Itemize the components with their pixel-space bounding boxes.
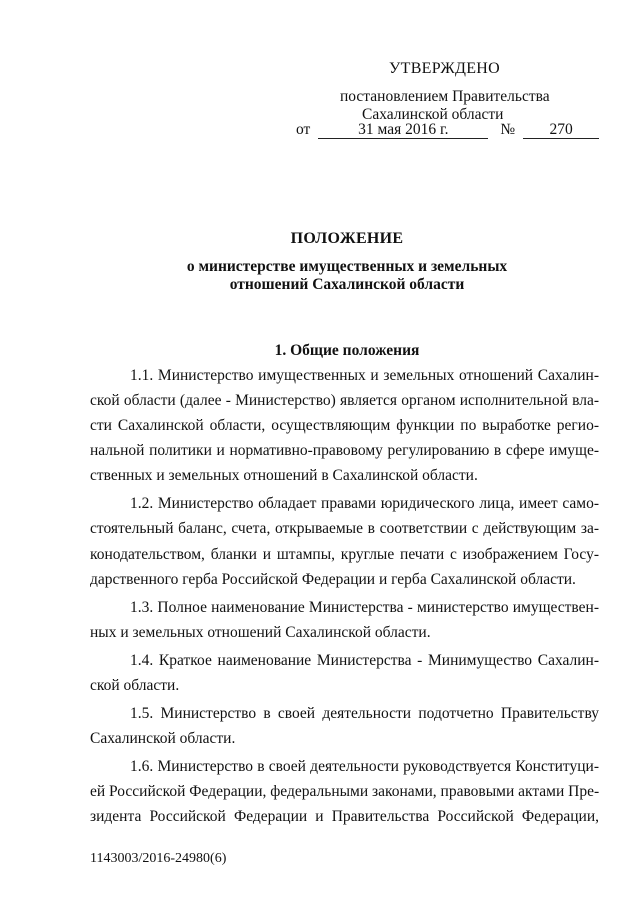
- approval-line-1: постановлением Правительства: [340, 88, 550, 105]
- paragraph-line: ской области (далее - Министерство) является органом исполнительной вла-: [90, 392, 599, 409]
- document-code: 1143003/2016-24980(6): [90, 851, 227, 866]
- paragraph-line: ных и земельных отношений Сахалинской области.: [90, 624, 431, 641]
- paragraph-line: 1.2. Министерство обладает правами юридического лица, имеет само-: [130, 495, 599, 512]
- approval-line-2: Сахалинской области: [362, 106, 504, 123]
- paragraph-line: ей Российской Федерации, федеральными законами, правовыми актами Пре-: [90, 783, 600, 800]
- paragraph-line: Сахалинской области.: [90, 730, 236, 747]
- paragraph-line: 1.5. Министерство в своей деятельности подотчетно Правительству: [130, 705, 599, 722]
- paragraph-line: ской области.: [90, 677, 180, 694]
- paragraph-line: стоятельный баланс, счета, открываемые в соответствии с действующим за-: [90, 520, 599, 537]
- document-subtitle-line-1: о министерстве имущественных и земельных: [186, 258, 508, 275]
- approval-date-row: [296, 121, 599, 139]
- approval-heading: УТВЕРЖДЕНО: [389, 60, 501, 77]
- paragraph-line: ственных и земельных отношений в Сахалинской области.: [90, 467, 478, 484]
- approval-date: 31 мая 2016 г.: [318, 121, 488, 139]
- paragraph-line: конодательством, бланки и штампы, круглые печати с изображением Госу-: [90, 546, 599, 563]
- section-title: 1. Общие положения: [274, 342, 420, 359]
- paragraph-line: 1.4. Краткое наименование Министерства - Минимущество Сахалин-: [130, 652, 599, 669]
- paragraph-line: 1.3. Полное наименование Министерства - министерство имуществен-: [130, 599, 599, 616]
- paragraph-line: зидента Российской Федерации и Правительства Российской Федерации,: [90, 808, 599, 825]
- document-subtitle-line-2: отношений Сахалинской области: [229, 276, 465, 293]
- number-sign: №: [500, 121, 516, 138]
- paragraph-line: 1.1. Министерство имущественных и земельных отношений Сахалин-: [130, 367, 599, 384]
- document-title: ПОЛОЖЕНИЕ: [290, 230, 404, 247]
- paragraph-line: 1.6. Министерство в своей деятельности руководствуется Конституци-: [130, 758, 599, 775]
- paragraph-line: сти Сахалинской области, осуществляющим функции по выработке регио-: [90, 417, 599, 434]
- paragraph-line: дарственного герба Российской Федерации и герба Сахалинской области.: [90, 571, 576, 588]
- from-label: от: [296, 121, 311, 138]
- paragraph-line: нальной политики и нормативно-правовому регулированию в сфере имуще-: [90, 442, 599, 459]
- approval-number: 270: [523, 121, 599, 139]
